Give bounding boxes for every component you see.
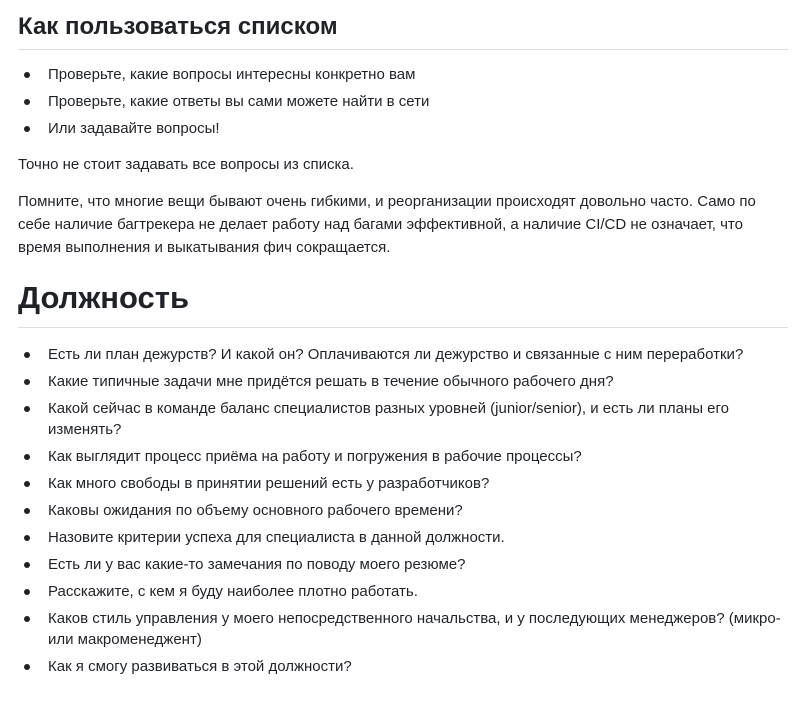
list-item-text: Какие типичные задачи мне придётся решать в течение обычного рабочего дня? <box>48 373 614 390</box>
list-item-text: Назовите критерии успеха для специалиста в данной должности. <box>48 529 505 546</box>
list-item-text: Проверьте, какие вопросы интересны конкретно вам <box>48 66 416 83</box>
list-item-text: Или задавайте вопросы! <box>48 120 220 137</box>
list-item <box>18 91 788 112</box>
bullet-icon <box>24 352 30 358</box>
list-item-text: Расскажите, с кем я буду наиболее плотно работать. <box>48 583 418 600</box>
bullet-icon <box>24 72 30 78</box>
list-item <box>18 527 788 548</box>
list-item <box>18 500 788 521</box>
list-item-text: Какой сейчас в команде баланс специалистов разных уровней (junior/senior), и есть ли планы его изменять? <box>48 400 730 438</box>
list-item-text: Каков стиль управления у моего непосредственного начальства, и у последующих менеджеров? (микро- или макроменеджент) <box>48 610 781 648</box>
list-item-text: Есть ли план дежурств? И какой он? Оплачиваются ли дежурство и связанные с ним переработки? <box>48 346 744 363</box>
list-item-text: Каковы ожидания по объему основного рабочего времени? <box>48 502 463 519</box>
position-questions-list <box>18 344 788 677</box>
list-item <box>18 371 788 392</box>
paragraph-not-all-questions: Точно не стоит задавать все вопросы из списка. <box>18 156 354 173</box>
list-item <box>18 344 788 365</box>
bullet-icon <box>24 535 30 541</box>
bullet-icon <box>24 562 30 568</box>
bullet-icon <box>24 481 30 487</box>
list-item <box>18 398 788 440</box>
list-item-text: Проверьте, какие ответы вы сами можете найти в сети <box>48 93 430 110</box>
bullet-icon <box>24 406 30 412</box>
bullet-icon <box>24 508 30 514</box>
bullet-icon <box>24 664 30 670</box>
paragraph-remember: Помните, что многие вещи бывают очень гибкими, и реорганизации происходят довольно часто. Само по себе наличие багтрекера не делает работу над багами эффективной, а наличие CI/CD не означает, что время выполнения и выкатывания фич сокращается. <box>18 193 756 256</box>
list-item <box>18 554 788 575</box>
list-item <box>18 581 788 602</box>
list-item-text: Как много свободы в принятии решений есть у разработчиков? <box>48 475 490 492</box>
bullet-icon <box>24 589 30 595</box>
bullet-icon <box>24 99 30 105</box>
bullet-icon <box>24 379 30 385</box>
heading-position: Должность <box>18 279 788 328</box>
bullet-icon <box>24 126 30 132</box>
list-item <box>18 446 788 467</box>
list-item <box>18 64 788 85</box>
list-item-text: Как выглядит процесс приёма на работу и погружения в рабочие процессы? <box>48 448 582 465</box>
list-item-text: Как я смогу развиваться в этой должности? <box>48 658 352 675</box>
bullet-icon <box>24 616 30 622</box>
how-to-use-list <box>18 64 788 139</box>
list-item <box>18 656 788 677</box>
list-item <box>18 118 788 139</box>
list-item <box>18 608 788 650</box>
heading-how-to-use-list: Как пользоваться списком <box>18 12 788 50</box>
bullet-icon <box>24 454 30 460</box>
list-item-text: Есть ли у вас какие-то замечания по поводу моего резюме? <box>48 556 466 573</box>
list-item <box>18 473 788 494</box>
